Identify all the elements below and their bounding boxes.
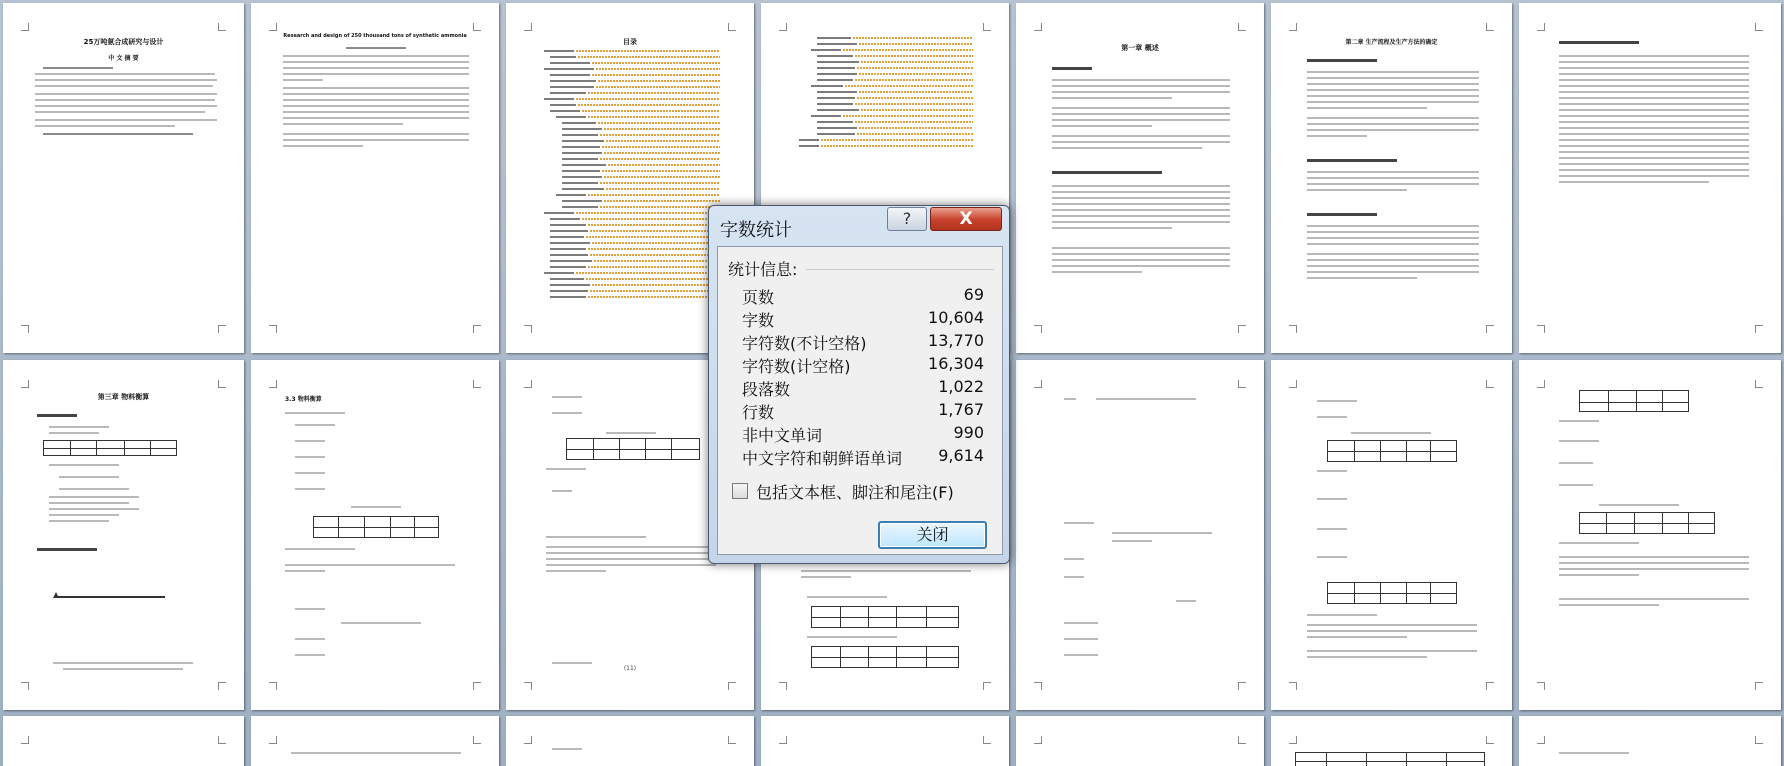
page-21[interactable] — [1519, 716, 1781, 766]
include-textboxes-label[interactable]: 包括文本框、脚注和尾注(F) — [756, 483, 954, 502]
stat-label: 行数 — [742, 403, 775, 422]
page-10[interactable]: (11) — [506, 360, 754, 710]
page-8[interactable] — [3, 360, 244, 710]
stat-label: 段落数 — [742, 380, 791, 399]
stat-value: 13,770 — [928, 331, 984, 350]
page-7[interactable] — [1519, 3, 1781, 353]
stat-label: 非中文单词 — [742, 426, 823, 445]
page-title: 第三章 物料衡算 — [97, 393, 150, 401]
page-18[interactable] — [761, 716, 1009, 766]
stat-label: 页数 — [742, 288, 775, 307]
stat-label: 字符数(不计空格) — [742, 334, 867, 353]
stat-value: 16,304 — [928, 354, 984, 373]
stat-row-paragraphs — [732, 377, 996, 400]
stat-value: 69 — [963, 285, 984, 304]
page-9[interactable] — [251, 360, 499, 710]
help-button[interactable]: ? — [887, 207, 927, 231]
page-5[interactable] — [1016, 3, 1264, 353]
stat-label: 字符数(计空格) — [742, 357, 851, 376]
page-title: 目录 — [623, 38, 637, 46]
include-textboxes-checkbox[interactable] — [732, 483, 748, 499]
page-19[interactable] — [1016, 716, 1264, 766]
stat-row-characters-with-spaces — [732, 354, 996, 377]
page-1[interactable] — [3, 3, 244, 353]
dialog-body — [717, 246, 1003, 555]
page-14[interactable] — [1519, 360, 1781, 710]
stat-value: 1,022 — [938, 377, 984, 396]
word-count-dialog — [708, 205, 1010, 564]
stat-row-non-chinese-words — [732, 423, 996, 446]
page-title: 第二章 生产流程及生产方法的确定 — [1345, 39, 1438, 46]
page-20[interactable] — [1271, 716, 1512, 766]
stat-label: 中文字符和朝鲜语单词 — [742, 449, 903, 468]
page-16[interactable] — [251, 716, 499, 766]
page-17[interactable] — [506, 716, 754, 766]
page-title: 25万吨氨合成研究与设计 — [83, 38, 164, 46]
page-6[interactable] — [1271, 3, 1512, 353]
stat-row-characters-no-spaces — [732, 331, 996, 354]
page-title: 第一章 概述 — [1121, 44, 1159, 52]
close-button[interactable]: 关闭 — [878, 521, 987, 549]
page-title: Research and design of 250 thousand tons of synthetic ammonia — [283, 33, 467, 39]
stat-value: 9,614 — [938, 446, 984, 465]
stat-label: 字数 — [742, 311, 775, 330]
stat-row-chinese-characters — [732, 446, 996, 469]
stat-value: 10,604 — [928, 308, 984, 327]
page-subtitle: 中 文 摘 要 — [108, 55, 139, 62]
stat-row-words — [732, 308, 996, 331]
page-13[interactable] — [1271, 360, 1512, 710]
page-12[interactable] — [1016, 360, 1264, 710]
stat-row-pages — [732, 285, 996, 308]
page-2[interactable] — [251, 3, 499, 353]
close-icon[interactable]: X — [930, 207, 1002, 231]
page-title: 3.3 物料衡算 — [285, 396, 322, 403]
statistics-group-label: 统计信息: — [728, 260, 798, 279]
stat-value: 1,767 — [938, 400, 984, 419]
page-15[interactable] — [3, 716, 244, 766]
stat-value: 990 — [953, 423, 984, 442]
stat-row-lines — [732, 400, 996, 423]
dialog-title: 字数统计 — [720, 220, 792, 241]
